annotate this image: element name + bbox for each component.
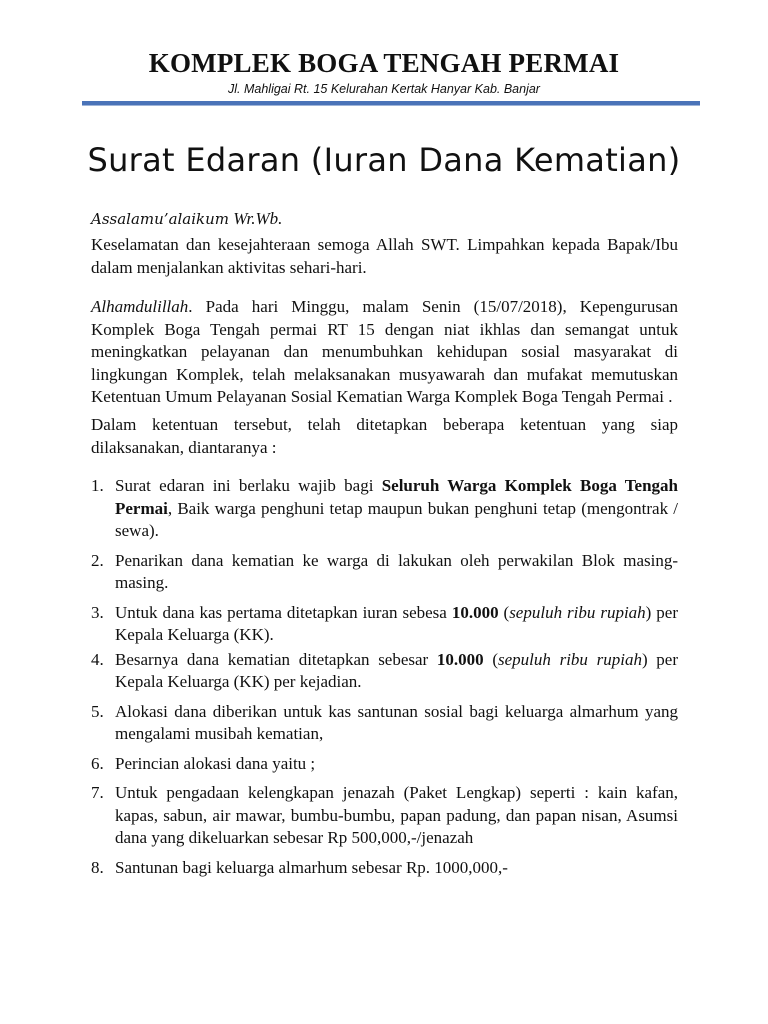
header-divider: [82, 101, 700, 105]
list-item-text: Untuk dana kas pertama ditetapkan iuran sebesa: [115, 602, 452, 622]
list-item-text: ) per Kepala Keluarga (KK).: [115, 602, 678, 644]
list-item: [91, 602, 678, 647]
organization-name: KOMPLEK BOGA TENGAH PERMAI: [148, 48, 620, 78]
provisions-list: [91, 475, 678, 879]
list-item-text: (: [498, 602, 510, 622]
list-item: [91, 475, 678, 543]
list-item-text: Alokasi dana diberikan untuk kas santunan sosial bagi keluarga almarhum yang mengalami musibah kematian,: [115, 701, 678, 743]
list-item-text: Santunan bagi keluarga almarhum sebesar Rp. 1000,000,-: [115, 857, 508, 877]
list-item: [91, 782, 678, 850]
list-item: [91, 857, 678, 880]
list-item: [91, 753, 678, 776]
greeting: [91, 208, 678, 231]
greeting-salam: Assalamu’alaikum: [91, 210, 230, 228]
list-item-amount-words: sepuluh ribu rupiah: [509, 602, 646, 622]
list-item-number: 2.: [91, 550, 104, 570]
list-item-amount: 10.000: [451, 602, 499, 622]
list-item-text: (: [483, 649, 499, 669]
list-item-text: Surat edaran ini berlaku wajib bagi: [115, 476, 382, 495]
paragraph-intro-list: Dalam ketentuan tersebut, telah ditetapkan beberapa ketentuan yang siap dilaksanakan, diantaranya :: [91, 415, 678, 457]
list-item-text: , Baik warga penghuni tetap maupun bukan penghuni tetap (mengontrak / sewa).: [115, 498, 678, 540]
list-item-number: 8.: [91, 857, 104, 877]
list-item: [91, 649, 678, 694]
list-item-number: 6.: [91, 753, 104, 773]
list-item-number: 7.: [91, 783, 104, 802]
list-item-text: Perincian alokasi dana yaitu ;: [115, 753, 316, 773]
list-item-amount-words: sepuluh ribu rupiah: [498, 649, 642, 669]
organization-address: Jl. Mahligai Rt. 15 Kelurahan Kertak Hanyar Kab. Banjar: [228, 82, 540, 96]
list-item-number: 3.: [91, 602, 104, 622]
paragraph-decision: [91, 296, 678, 409]
paragraph-decision-body: . Pada hari Minggu, malam Senin (15/07/2018), Kepengurusan Komplek Boga Tengah permai RT 15 dengan niat ikhlas dan semangat untuk meningkatkan pelayanan dan menumbuhkan kehidupan sosial masyarakat di lingkungan Komplek, telah melaksanakan musyawarah dan mufakat memutuskan Ketentuan Umum Pelayanan Sosial Kematian Warga Komplek Boga Tengah Permai .: [91, 297, 678, 406]
list-item-amount: 10.000: [436, 649, 484, 669]
list-item-emphasis: Seluruh Warga Komplek Boga Tengah Permai: [115, 476, 678, 518]
list-item-text: ) per Kepala Keluarga (KK) per kejadian.: [115, 649, 679, 691]
list-item-number: 5.: [91, 701, 104, 721]
list-item: [91, 701, 678, 746]
list-item: [91, 550, 678, 595]
list-item-text: Penarikan dana kematian ke warga di lakukan oleh perwakilan Blok masing-masing.: [115, 550, 678, 592]
list-item-text: Besarnya dana kematian ditetapkan sebesar: [115, 649, 437, 669]
list-item-number: 4.: [91, 649, 104, 669]
list-item-text: Untuk pengadaan kelengkapan jenazah (Paket Lengkap) seperti : kain kafan, kapas, sabun, air mawar, bumbu-bumbu, papan padung, dan papan nisan, Asumsi dana yang dikeluarkan sebesar Rp 500,000,-/jenazah: [115, 783, 678, 847]
paragraph-opening: Keselamatan dan kesejahteraan semoga Allah SWT. Limpahkan kepada Bapak/Ibu dalam menjalankan aktivitas sehari-hari.: [91, 235, 678, 277]
greeting-suffix: Wr.Wb.: [229, 209, 283, 228]
document-title: Surat Edaran (Iuran Dana Kematian): [87, 141, 681, 179]
list-item-number: 1.: [91, 476, 104, 495]
paragraph-decision-lead: Alhamdulillah: [91, 297, 189, 316]
